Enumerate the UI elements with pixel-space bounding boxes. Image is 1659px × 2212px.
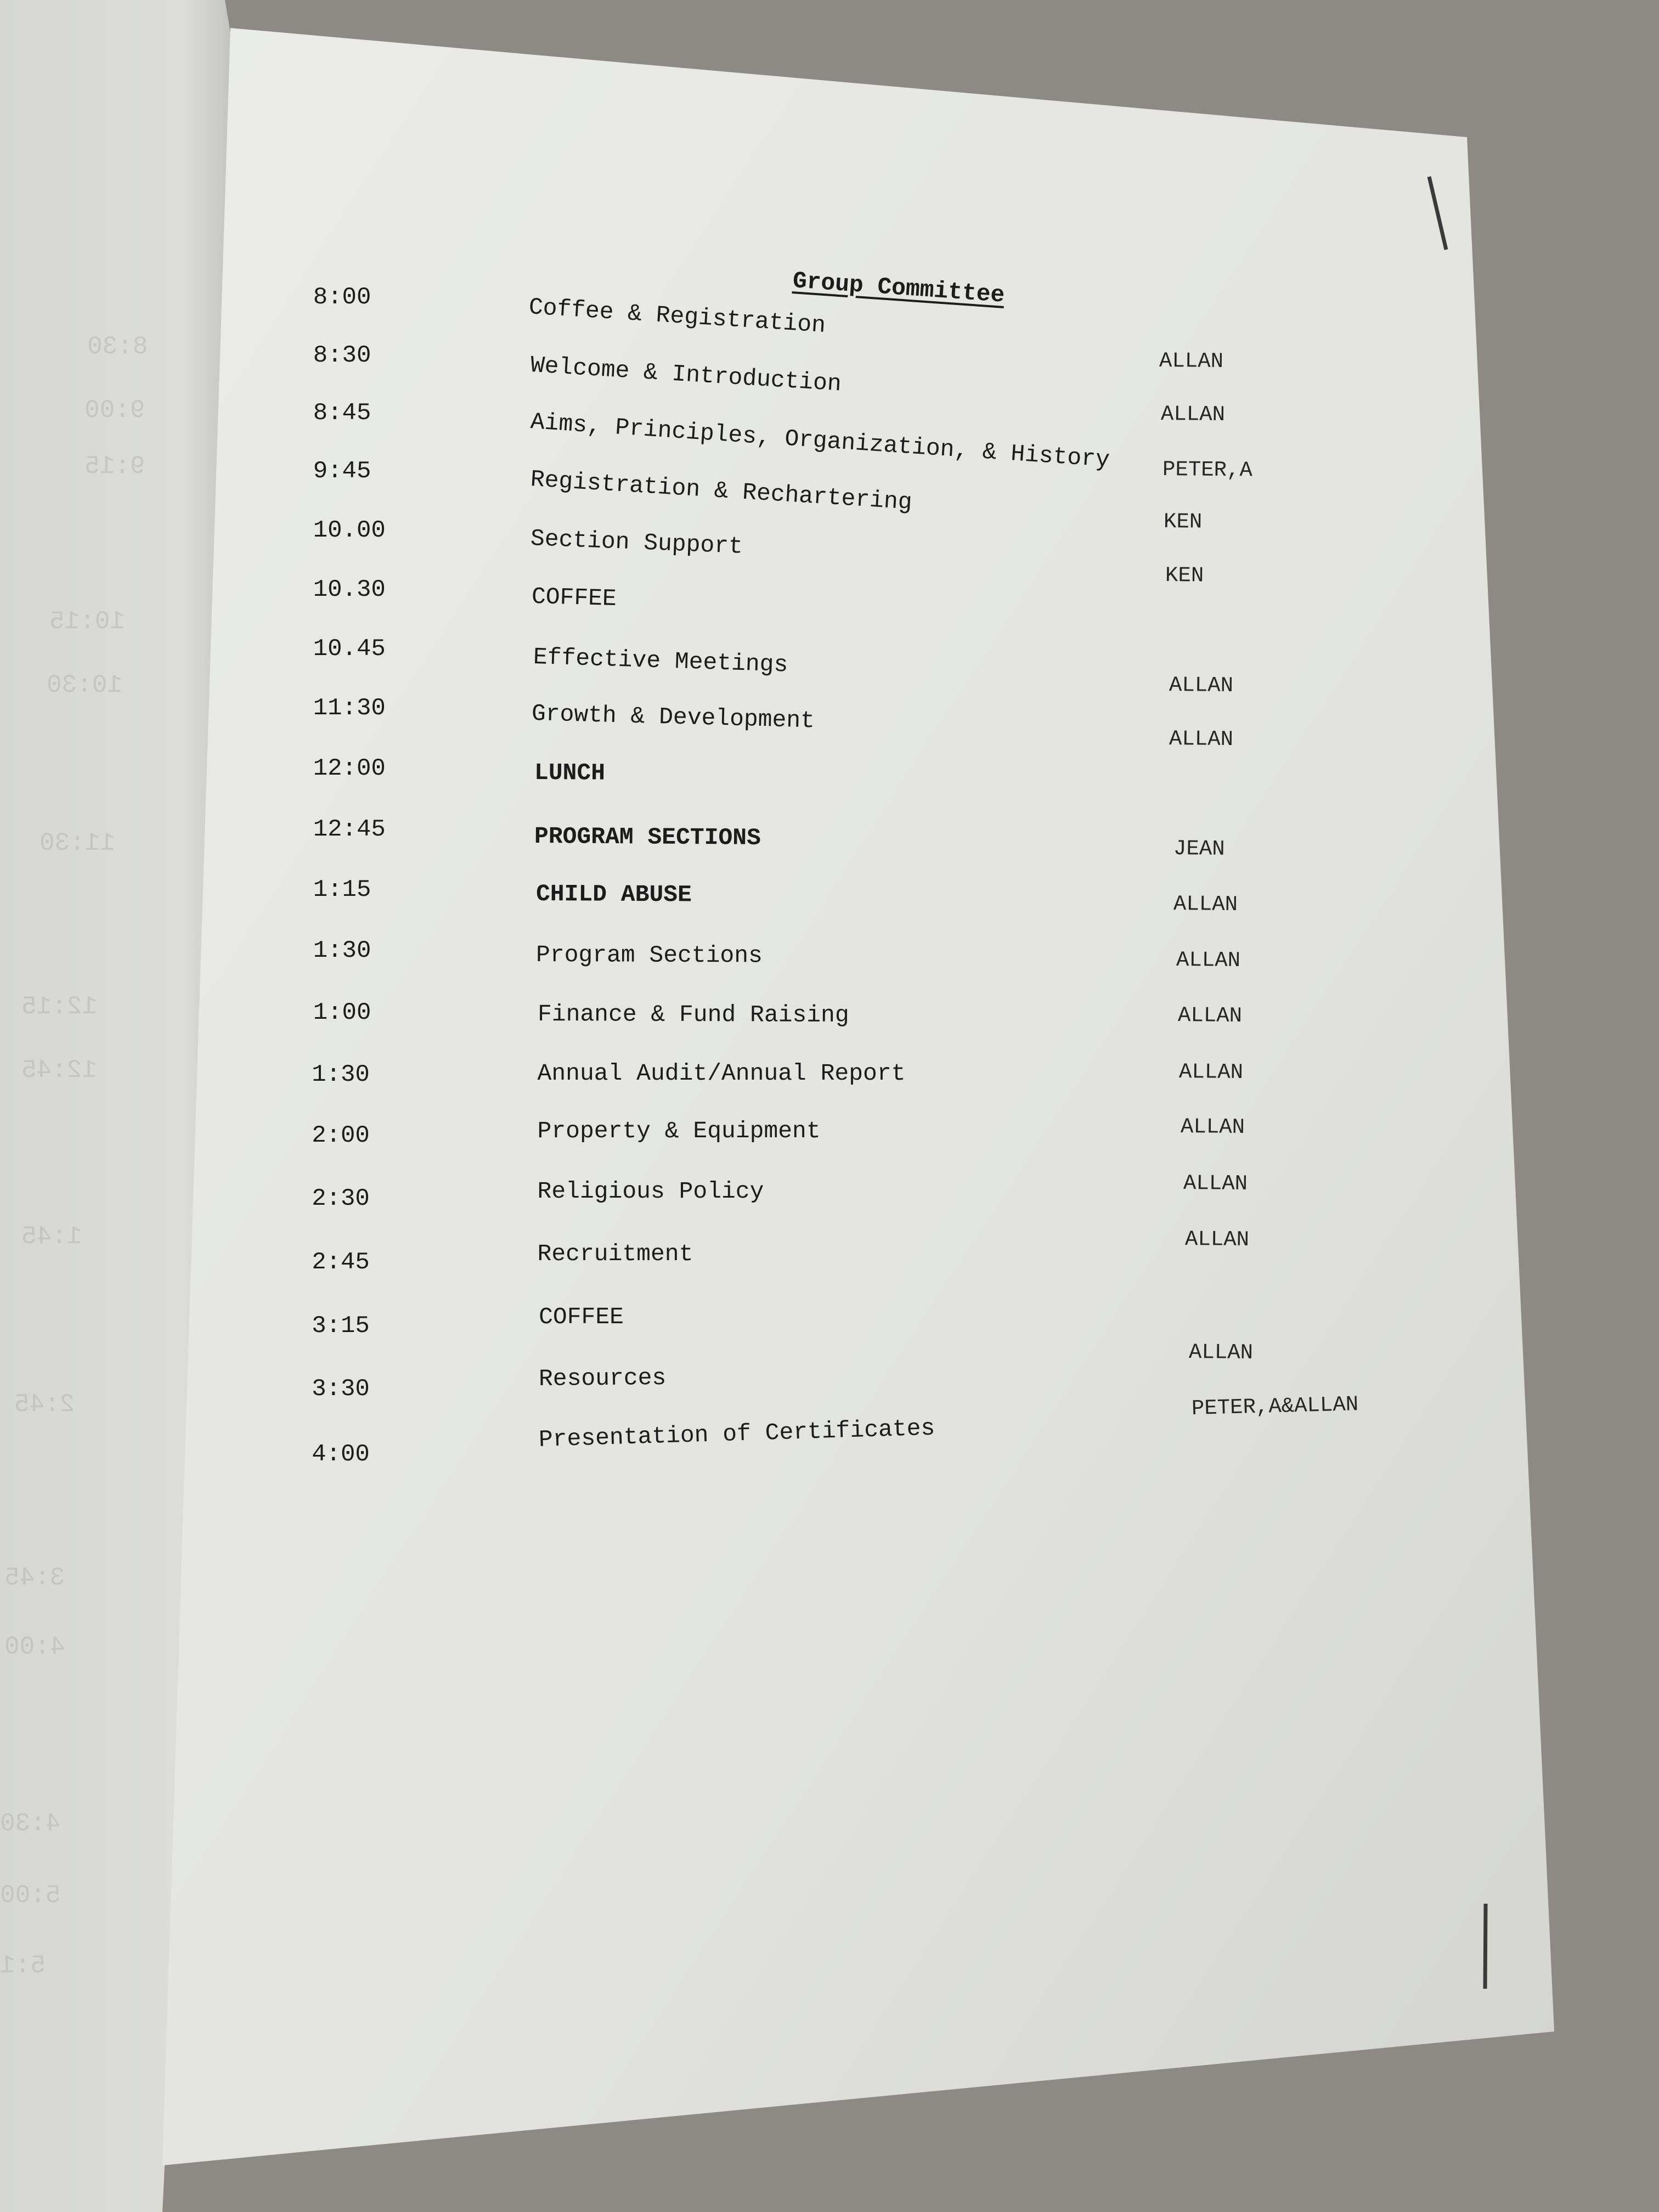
presenter-name: PETER,A&ALLAN — [1191, 1392, 1359, 1421]
time-label: 12:45 — [313, 815, 386, 843]
presenter-name: ALLAN — [1177, 1003, 1243, 1028]
show-through-time: 9:15 — [84, 452, 145, 481]
show-through-time: 5:1 — [0, 1951, 46, 1980]
show-through-time: 11:30 — [39, 828, 116, 857]
agenda-topic: Program Sections — [535, 941, 763, 969]
presenter-name: ALLAN — [1173, 891, 1238, 917]
presenter-name: ALLAN — [1169, 673, 1234, 698]
presenter-name: PETER,A — [1162, 457, 1252, 483]
agenda-topic: Resources — [538, 1364, 667, 1393]
agenda-topic: Property & Equipment — [537, 1117, 821, 1144]
time-label: 8:45 — [313, 399, 371, 427]
time-label: 2:00 — [312, 1121, 370, 1149]
agenda-topic: Religious Policy — [537, 1178, 764, 1205]
agenda-topic: Section Support — [529, 525, 743, 560]
show-through-time: 12:45 — [21, 1056, 97, 1085]
time-label: 8:30 — [313, 341, 371, 369]
agenda-topic: Coffee & Registration — [528, 294, 827, 340]
agenda-topic: Growth & Development — [531, 699, 815, 735]
show-through-time: 2:45 — [14, 1390, 75, 1419]
agenda-topic: COFFEE — [539, 1304, 624, 1331]
agenda-topic: LUNCH — [534, 759, 606, 787]
time-label: 3:30 — [312, 1375, 370, 1403]
time-label: 8:00 — [313, 284, 371, 312]
agenda-topic: Recruitment — [537, 1240, 693, 1267]
time-label: 4:00 — [312, 1440, 370, 1468]
presenter-name: JEAN — [1173, 837, 1225, 862]
time-label: 9:45 — [313, 457, 371, 485]
presenter-name: ALLAN — [1189, 1340, 1254, 1365]
time-label: 10.00 — [313, 516, 386, 544]
presenter-name: KEN — [1165, 563, 1204, 588]
time-label: 1:30 — [312, 1061, 370, 1089]
presenter-name: ALLAN — [1159, 348, 1224, 374]
presenter-name: ALLAN — [1176, 948, 1241, 973]
presenter-name: ALLAN — [1160, 402, 1226, 427]
time-label: 1:00 — [313, 998, 371, 1026]
presenter-name: ALLAN — [1184, 1227, 1249, 1252]
agenda-topic: Registration & Rechartering — [529, 466, 913, 516]
time-label: 11:30 — [313, 694, 386, 722]
presenter-name: ALLAN — [1179, 1059, 1244, 1085]
agenda-topic: COFFEE — [531, 583, 617, 612]
agenda-topic: Annual Audit/Annual Report — [537, 1059, 906, 1087]
agenda-topic: Aims, Principles, Organization, & History — [529, 408, 1110, 473]
agenda-topic: Presentation of Certificates — [538, 1414, 936, 1453]
agenda-topic: PROGRAM SECTIONS — [534, 822, 761, 851]
agenda-topic: Finance & Fund Raising — [537, 1000, 849, 1029]
staple-mark-bottom — [1485, 1904, 1486, 1989]
presenter-name: ALLAN — [1180, 1114, 1245, 1139]
show-through-time: 4:00 — [4, 1633, 65, 1662]
document-page — [162, 28, 1554, 2165]
agenda-topic: Effective Meetings — [533, 644, 788, 679]
show-through-time: 10:15 — [49, 607, 126, 636]
presenter-name: KEN — [1163, 509, 1203, 534]
show-through-time: 4:30 — [0, 1809, 61, 1838]
show-through-time: 12:15 — [21, 992, 97, 1022]
agenda-topic: Welcome & Introduction — [529, 351, 842, 398]
presenter-name: ALLAN — [1169, 726, 1234, 752]
agenda-topic: CHILD ABUSE — [535, 881, 692, 909]
time-label: 2:45 — [312, 1249, 370, 1277]
show-through-time: 1:45 — [21, 1222, 82, 1251]
document-title: Group Committee — [792, 267, 1006, 309]
show-through-time: 9:00 — [84, 396, 145, 425]
time-label: 1:15 — [313, 876, 371, 904]
time-label: 10.45 — [313, 635, 386, 663]
time-label: 1:30 — [313, 936, 371, 964]
show-through-time: 10:30 — [46, 670, 122, 699]
time-label: 12:00 — [313, 755, 386, 783]
time-label: 2:30 — [312, 1185, 370, 1213]
presenter-name: ALLAN — [1183, 1171, 1248, 1196]
show-through-time: 3:45 — [4, 1564, 65, 1593]
time-label: 3:15 — [312, 1312, 370, 1340]
show-through-time: 8:30 — [87, 332, 148, 361]
time-label: 10.30 — [313, 575, 386, 603]
show-through-time: 5:00 — [0, 1881, 61, 1910]
